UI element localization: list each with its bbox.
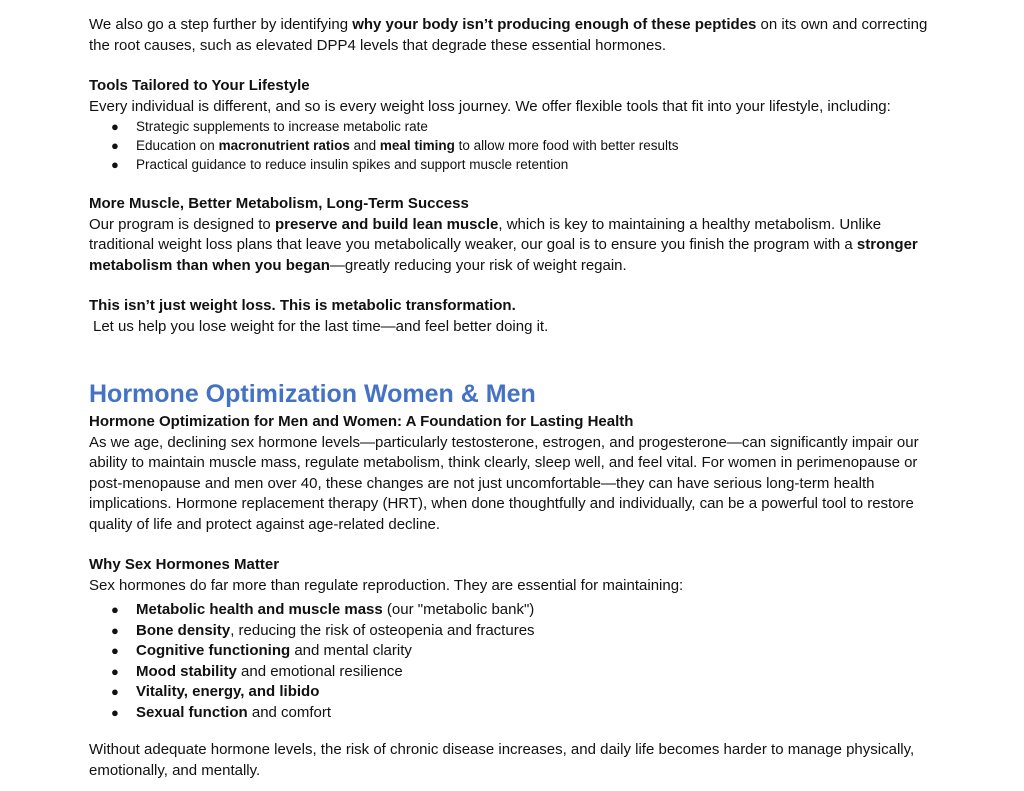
bullet-icon: ● (111, 684, 119, 699)
list-item: ● Cognitive functioning and mental clarity (136, 641, 949, 662)
bullet-icon: ● (111, 663, 119, 679)
closing-paragraph: Without adequate hormone levels, the risk of chronic disease increases, and daily life becomes harder to manage physically, emotionally, and mentally. (89, 741, 915, 779)
bullet-icon: ● (111, 119, 119, 134)
why-heading: Why Sex Hormones Matter (89, 556, 280, 573)
list-item: ● Education on macronutrient ratios and meal timing to allow more food with better results (111, 138, 679, 153)
list-item: ● Mood stability and emotional resilience (136, 662, 949, 683)
list-item: ● Strategic supplements to increase metabolic rate (111, 119, 428, 134)
bullet-icon: ● (111, 602, 119, 617)
tools-paragraph: Every individual is different, and so is every weight loss journey. We offer flexible tools that fit into your lifestyle, including: (89, 97, 891, 115)
hormone-paragraph: As we age, declining sex hormone levels—particularly testosterone, estrogen, and progesterone—can significantly impair our ability to maintain muscle mass, regulate metabolism, think clearly, sleep well, and feel vital. For women in perimenopause or post-menopause and men over 40, these changes are not just uncomfortable—they can have serious long-term health implications. Hormone replacement therapy (HRT), when done thoughtfully and individually, can be a powerful tool to restore quality of life and protect against age-related decline. (89, 433, 919, 533)
list-item: ● Sexual function and comfort (136, 703, 949, 724)
bullet-icon: ● (111, 643, 119, 658)
list-item: ● Vitality, energy, and libido (136, 682, 949, 703)
muscle-heading: More Muscle, Better Metabolism, Long-Term Success (89, 195, 469, 212)
list-item: ● Metabolic health and muscle mass (our "metabolic bank") (136, 600, 949, 621)
list-item: ● Practical guidance to reduce insulin spikes and support muscle retention (111, 157, 569, 172)
bullet-icon: ● (111, 138, 119, 153)
bullet-icon: ● (111, 704, 119, 720)
hormone-subheading: Hormone Optimization for Men and Women: A Foundation for Lasting Health (89, 413, 634, 430)
list-item: ● Bone density, reducing the risk of osteopenia and fractures (136, 621, 949, 642)
transform-paragraph: Let us help you lose weight for the last time—and feel better doing it. (93, 317, 549, 335)
muscle-paragraph: Our program is designed to preserve and build lean muscle, which is key to maintaining a healthy metabolism. Unlike traditional weight loss plans that leave you metabolically weaker, our goal is to ensure you finish the program with a stronger metabolism than when you began—greatly reducing your risk of weight regain. (89, 215, 918, 274)
hormone-benefits-list (89, 600, 949, 723)
intro-paragraph: We also go a step further by identifying why your body isn’t producing enough of these peptides on its own and correcting the root causes, such as elevated DPP4 levels that degrade these essential hormones. (89, 16, 928, 54)
why-paragraph: Sex hormones do far more than regulate reproduction. They are essential for maintaining: (89, 576, 684, 594)
tools-list (89, 117, 949, 174)
transform-statement: This isn’t just weight loss. This is metabolic transformation. (89, 297, 516, 314)
tools-heading: Tools Tailored to Your Lifestyle (89, 77, 310, 94)
bullet-icon: ● (111, 622, 119, 638)
section-title: Hormone Optimization Women & Men (89, 380, 536, 408)
bullet-icon: ● (111, 157, 119, 172)
